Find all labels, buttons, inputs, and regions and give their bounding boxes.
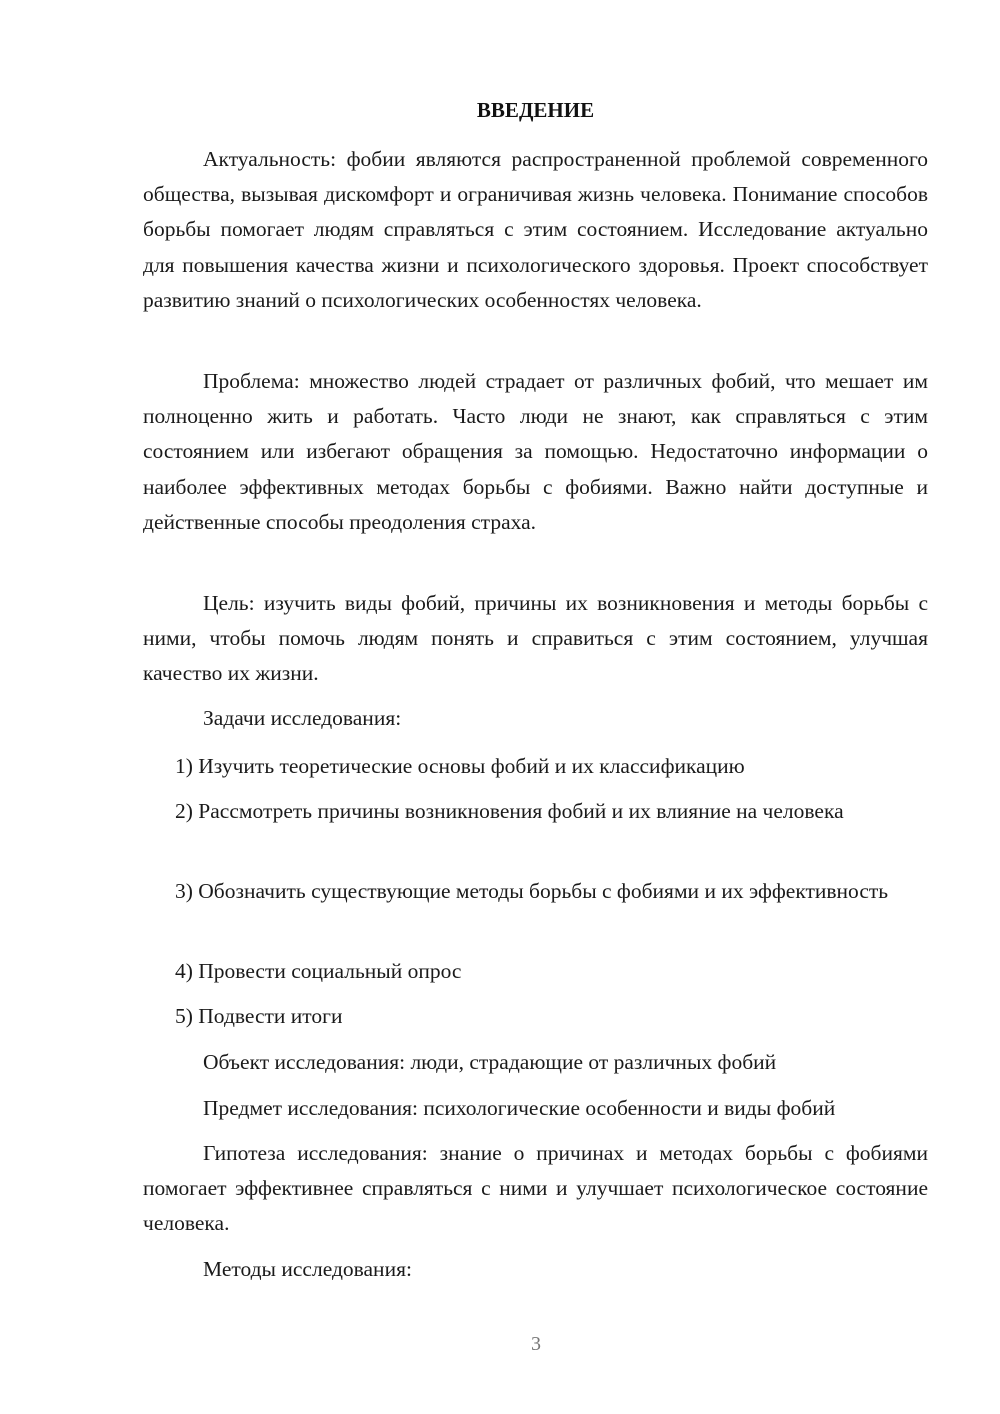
paragraph-tasks-heading (143, 701, 928, 736)
subject-text: Предмет исследования: психологические особенности и виды фобий (203, 1096, 836, 1120)
task-item-2 (143, 794, 928, 829)
methods-heading: Методы исследования: (203, 1257, 412, 1281)
tasks-heading: Задачи исследования: (203, 706, 402, 730)
object-text: Объект исследования: люди, страдающие от различных фобий (203, 1050, 777, 1074)
task-text: 4) Провести социальный опрос (175, 959, 462, 983)
task-text: 3) Обозначить существующие методы борьбы с фобиями и их эффективность (175, 879, 889, 903)
paragraph-subject (143, 1091, 928, 1126)
goal-text: Цель: изучить виды фобий, причины их возникновения и методы борьбы с ними, чтобы помочь людям понять и справиться с этим состоянием, улучшая качество их жизни. (143, 591, 928, 686)
task-text: 2) Рассмотреть причины возникновения фобий и их влияние на человека (175, 799, 844, 823)
task-item-3 (143, 874, 928, 909)
task-item-1 (143, 749, 928, 784)
hypothesis-text: Гипотеза исследования: знание о причинах и методах борьбы с фобиями помогает эффективнее справляться с ними и улучшает психологическое состояние человека. (143, 1141, 928, 1236)
relevance-text: Актуальность: фобии являются распространенной проблемой современного общества, вызывая дискомфорт и ограничивая жизнь человека. Понимание способов борьбы помогает людям справляться с этим состоянием. Исследование актуально для повышения качества жизни и психологического здоровья. Проект способствует развитию знаний о психологических особенностях человека. (143, 147, 928, 312)
paragraph-relevance (143, 142, 928, 318)
problem-text: Проблема: множество людей страдает от различных фобий, что мешает им полноценно жить и работать. Часто люди не знают, как справляться с этим состоянием или избегают обращения за помощью. Недостаточно информации о наиболее эффективных методах борьбы с фобиями. Важно найти доступные и действенные способы преодоления страха. (143, 369, 928, 534)
paragraph-hypothesis (143, 1136, 928, 1242)
paragraph-goal (143, 586, 928, 692)
task-item-4 (143, 954, 928, 989)
page-title: ВВЕДЕНИЕ (476, 98, 595, 122)
task-text: 5) Подвести итоги (175, 1004, 343, 1028)
paragraph-methods-heading (143, 1252, 928, 1287)
paragraph-object (143, 1045, 928, 1080)
task-item-5 (143, 999, 928, 1034)
page-number: 3 (531, 1333, 541, 1355)
task-text: 1) Изучить теоретические основы фобий и их классификацию (175, 754, 745, 778)
paragraph-problem (143, 364, 928, 540)
